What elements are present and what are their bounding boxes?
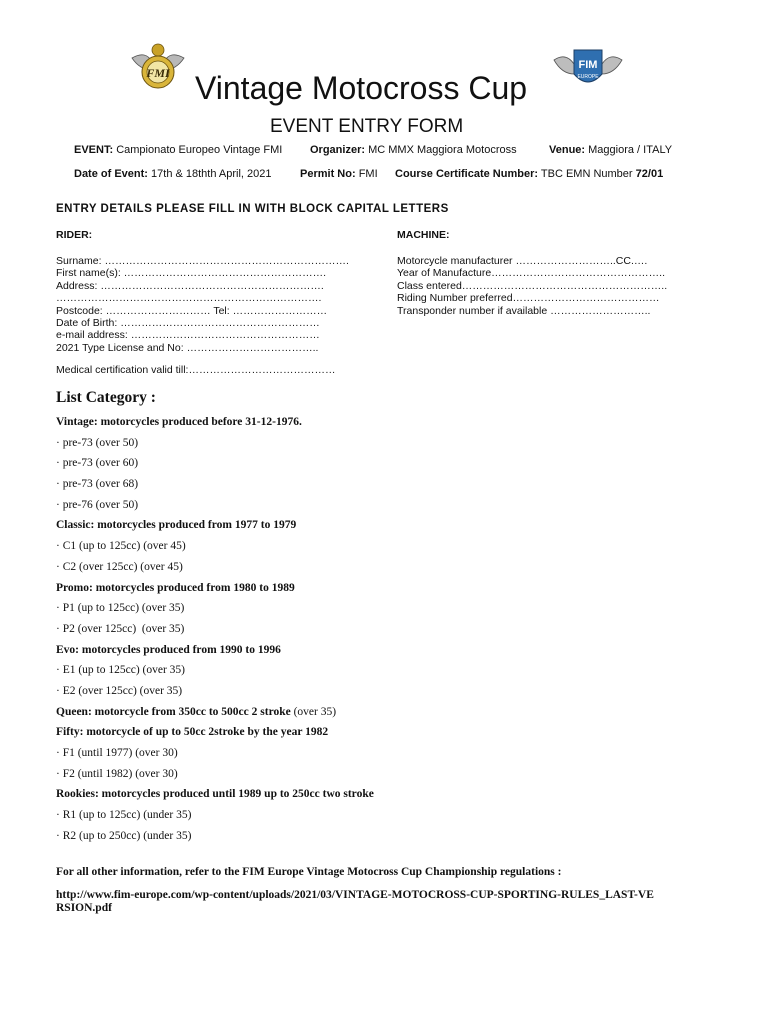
date-label: Date of Event:	[74, 168, 148, 180]
category-age-suffix: (over 35)	[290, 705, 337, 718]
organizer-label: Organizer:	[310, 144, 366, 156]
category-text: · P2 (over 125cc) (over 35)	[56, 622, 185, 635]
list-category-heading: List Category :	[56, 389, 156, 406]
rider-fields	[56, 255, 349, 354]
category-text: Classic: motorcycles produced from 1977 to 1979	[56, 519, 297, 532]
category-text: · R2 (up to 250cc) (under 35)	[56, 829, 192, 842]
fim-logo-text: FIM	[578, 59, 598, 71]
course-label: Course Certificate Number:	[395, 168, 539, 180]
category-text: · F2 (until 1982) (over 30)	[56, 767, 178, 780]
category-item	[56, 681, 374, 702]
category-text: · pre-73 (over 68)	[56, 478, 139, 491]
transponder-field[interactable]: Transponder number if available ………………………..	[397, 304, 651, 317]
category-group-heading	[56, 515, 374, 536]
category-text: · pre-73 (over 50)	[56, 436, 139, 449]
permit-label: Permit No:	[300, 168, 356, 180]
category-group-heading	[56, 722, 374, 743]
category-group-heading	[56, 578, 374, 599]
riding-number-field[interactable]: Riding Number preferred……………………………………	[397, 292, 660, 305]
date-of-birth-field[interactable]: Date of Birth: …………………………………………………	[56, 317, 320, 330]
category-item	[56, 495, 374, 516]
category-item	[56, 660, 374, 681]
address-field[interactable]: Address: ……………………………………………………….	[56, 279, 324, 292]
course-field	[395, 168, 663, 180]
category-group-heading	[56, 702, 374, 723]
category-item	[56, 557, 374, 578]
organizer-value: MC MMX Maggiora Motocross	[368, 144, 517, 156]
license-field[interactable]: 2021 Type License and No: ………………………………..	[56, 341, 319, 354]
category-text: · C2 (over 125cc) (over 45)	[56, 560, 183, 573]
date-field	[74, 168, 272, 180]
category-item	[56, 474, 374, 495]
permit-field	[300, 168, 378, 180]
category-text: · pre-73 (over 60)	[56, 457, 139, 470]
manufacturer-field[interactable]: Motorcycle manufacturer ………………………..CC.….	[397, 255, 648, 267]
category-text: · F1 (until 1977) (over 30)	[56, 747, 178, 759]
category-item	[56, 536, 374, 557]
form-subtitle: EVENT ENTRY FORM	[270, 116, 464, 137]
category-text: Promo: motorcycles produced from 1980 to 1989	[56, 581, 295, 594]
event-value: Campionato Europeo Vintage FMI	[116, 144, 283, 156]
permit-value: FMI	[358, 168, 378, 180]
category-text: · pre-76 (over 50)	[56, 498, 139, 511]
category-item	[56, 453, 374, 474]
category-item	[56, 433, 374, 454]
email-field[interactable]: e-mail address: ………………………………………………	[56, 329, 320, 342]
fmi-winged-logo-icon	[128, 40, 188, 96]
postcode-tel-field[interactable]: Postcode: ………………………… Tel: ………………………	[56, 304, 328, 317]
event-field	[74, 144, 282, 156]
category-text: Vintage: motorcycles produced before 31-12-1976.	[56, 416, 302, 428]
event-label: EVENT:	[74, 144, 114, 156]
organizer-field	[310, 144, 517, 156]
category-item	[56, 743, 374, 764]
category-text: · P1 (up to 125cc) (over 35)	[56, 602, 185, 615]
fim-logo-subtext: EUROPE	[577, 74, 599, 80]
category-text: · R1 (up to 125cc) (under 35)	[56, 809, 192, 822]
regulations-link[interactable]: http://www.fim-europe.com/wp-content/uploads/2021/03/VINTAGE-MOTOCROSS-CUP-SPORTING-RULES_LAST-VERSION.pdf	[56, 889, 654, 914]
category-item	[56, 619, 374, 640]
rider-heading: RIDER:	[56, 229, 93, 241]
course-value: TBC EMN Number	[540, 168, 633, 180]
category-text: Rookies: motorcycles produced until 1989 up to 250cc two stroke	[56, 788, 374, 801]
address-line-2-field[interactable]: ………………………………………………………………….	[56, 292, 322, 305]
category-text: · E1 (up to 125cc) (over 35)	[56, 664, 186, 677]
venue-field	[549, 144, 672, 156]
medical-certification-field[interactable]: Medical certification valid till:……………………………………	[56, 364, 336, 376]
page-title: Vintage Motocross Cup	[195, 70, 528, 106]
category-text: Queen: motorcycle from 350cc to 500cc 2 stroke	[56, 705, 291, 718]
first-name-field[interactable]: First name(s): ………………………………………………….	[56, 267, 327, 280]
category-text: Fifty: motorcycle of up to 50cc 2stroke by the year 1982	[56, 726, 329, 739]
date-value: 17th & 18thth April, 2021	[151, 168, 272, 180]
course-number: 72/01	[635, 168, 664, 180]
category-text: Evo: motorcycles produced from 1990 to 1996	[56, 643, 281, 656]
category-item	[56, 598, 374, 619]
machine-heading: MACHINE:	[397, 229, 450, 241]
category-group-heading	[56, 412, 374, 433]
category-text: · E2 (over 125cc) (over 35)	[56, 684, 183, 697]
surname-field[interactable]: Surname: …………………………………………………………….	[56, 255, 349, 267]
fmi-logo-text: FMI	[146, 66, 170, 80]
fim-winged-logo-icon	[552, 46, 624, 92]
venue-label: Venue:	[549, 144, 586, 156]
category-list	[56, 412, 374, 846]
category-item	[56, 826, 374, 847]
venue-value: Maggiora / ITALY	[588, 144, 673, 156]
machine-fields	[397, 255, 667, 317]
category-item	[56, 805, 374, 826]
category-text: · C1 (up to 125cc) (over 45)	[56, 540, 186, 553]
year-of-manufacture-field[interactable]: Year of Manufacture…………………………………………..	[397, 267, 666, 280]
class-entered-field[interactable]: Class entered…………………………………………………..	[397, 279, 668, 292]
category-group-heading	[56, 784, 374, 805]
entry-details-heading: ENTRY DETAILS PLEASE FILL IN WITH BLOCK CAPITAL LETTERS	[56, 203, 449, 215]
regulations-note: For all other information, refer to the FIM Europe Vintage Motocross Cup Championship regulations :	[56, 866, 562, 878]
category-item	[56, 764, 374, 785]
category-group-heading	[56, 640, 374, 661]
